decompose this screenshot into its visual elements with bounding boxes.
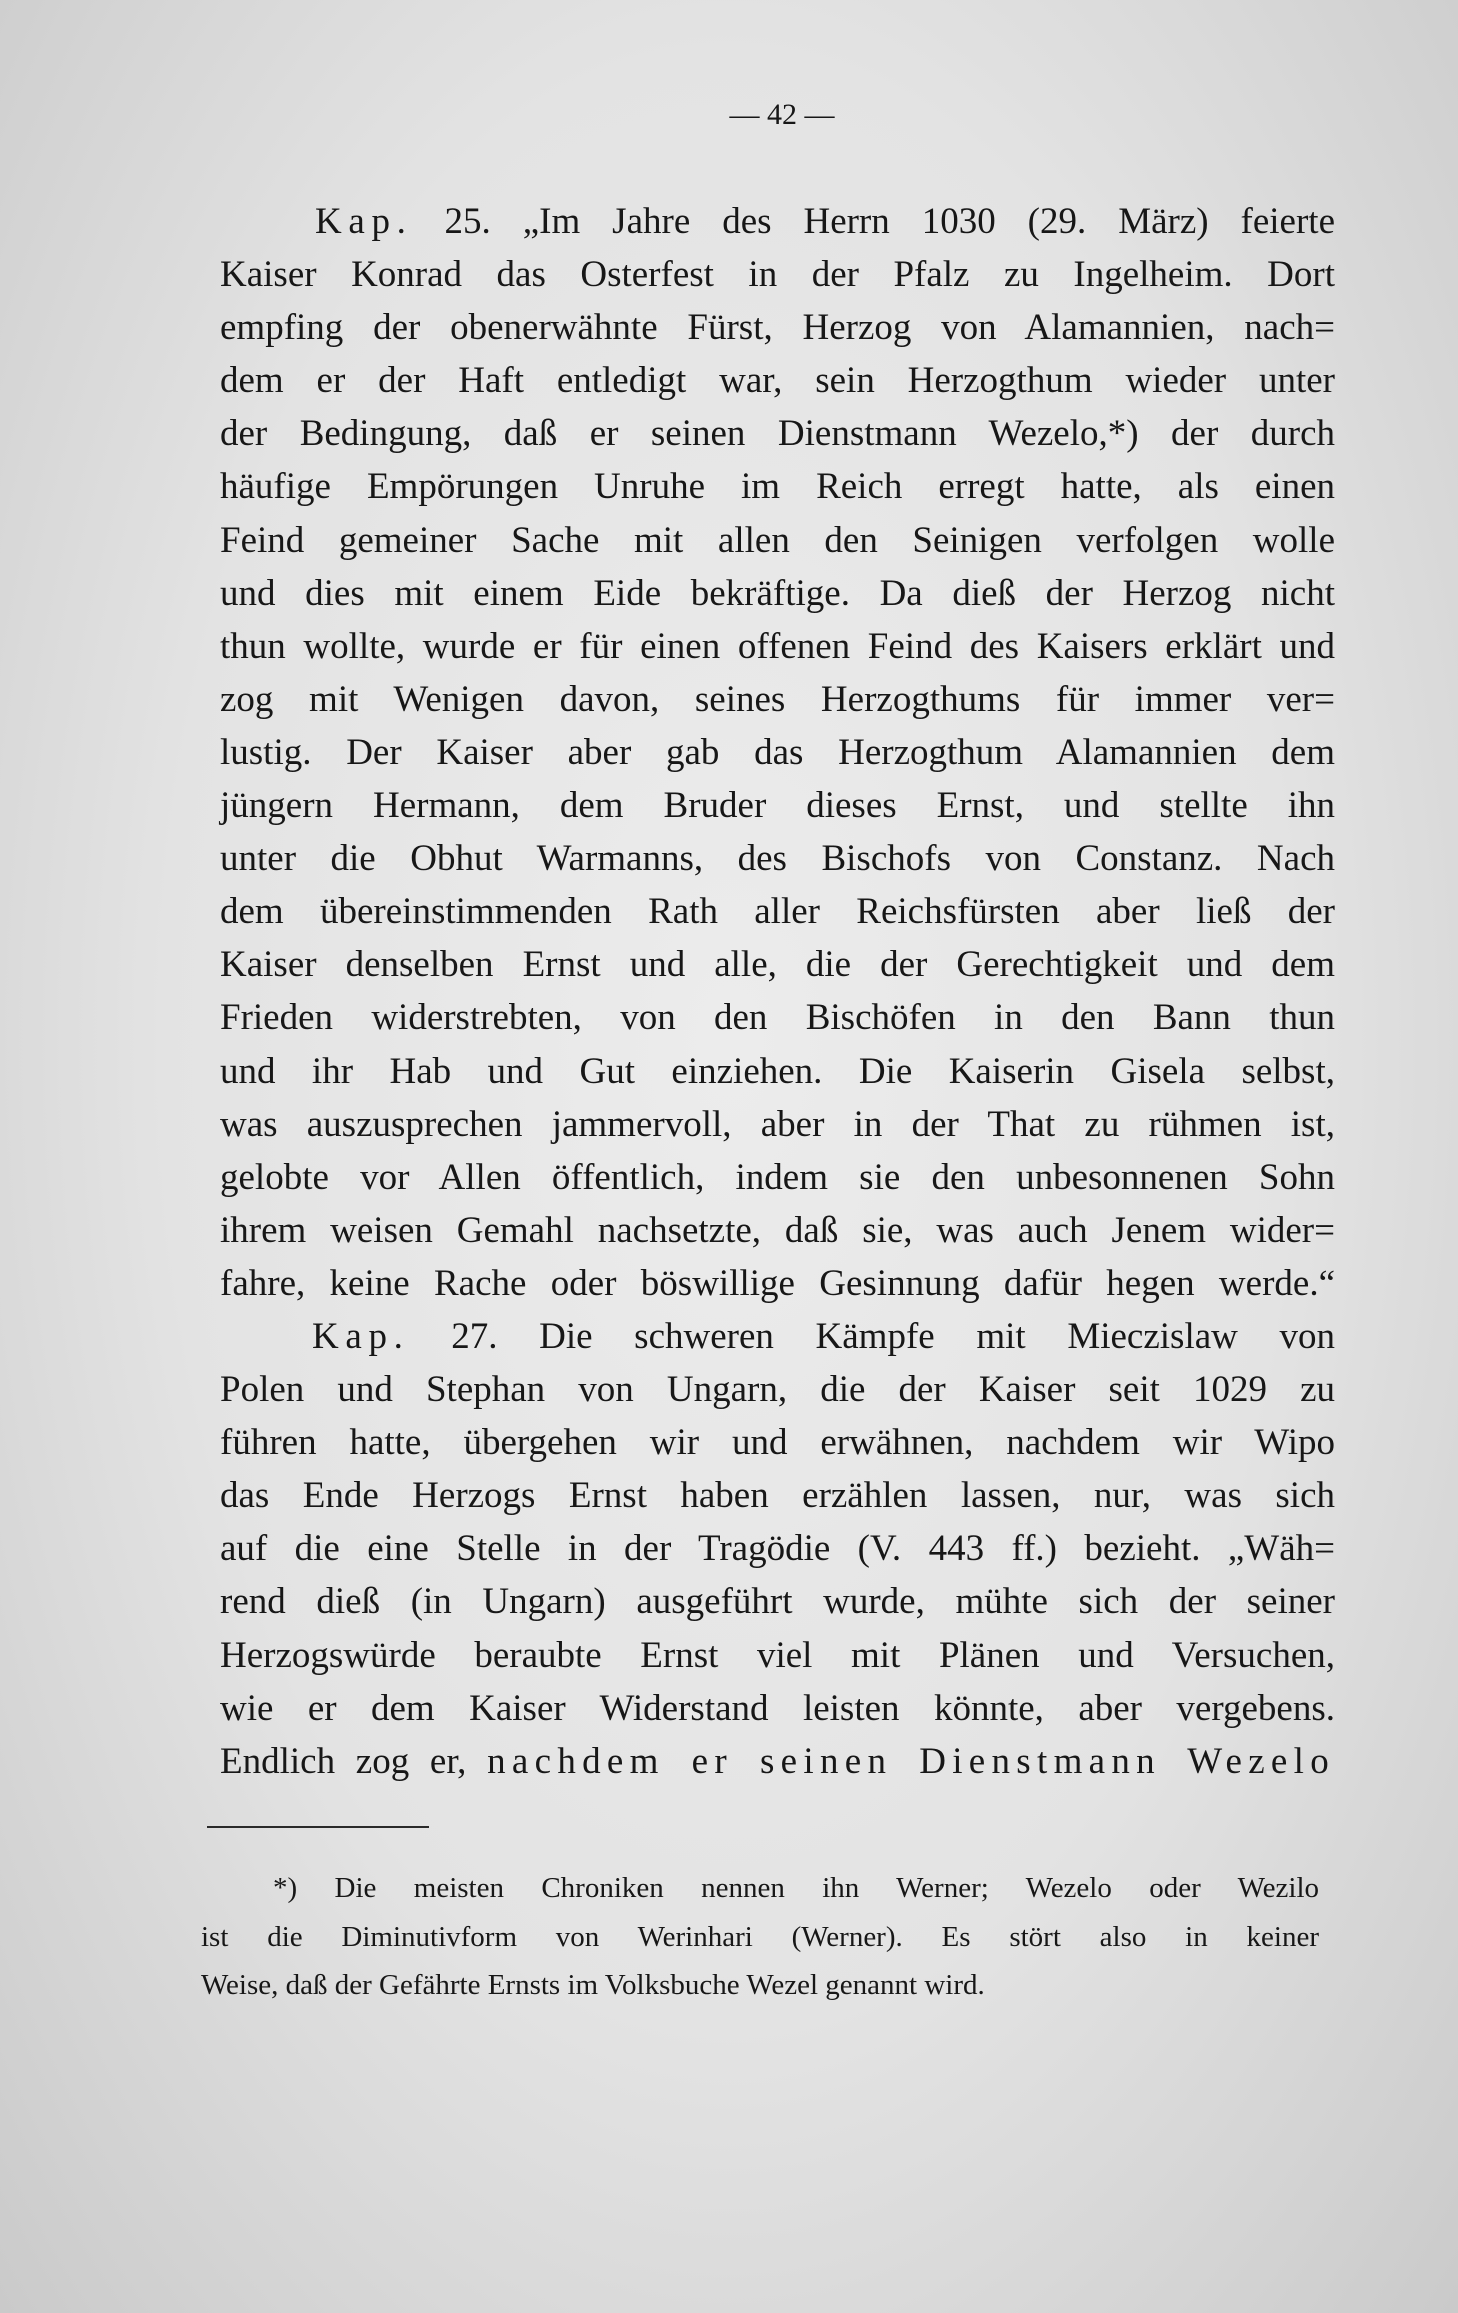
text-line: rend dieß (in Ungarn) ausgeführt wurde, mühte sich der seiner	[220, 1581, 1335, 1623]
text-line: thun wollte, wurde er für einen offenen Feind des Kaisers erklärt und	[220, 625, 1335, 667]
chapter-label: Kap.	[312, 1315, 410, 1357]
text-line: ihrem weisen Gemahl nachsetzte, daß sie, was auch Jenem wider=	[220, 1209, 1335, 1251]
text-line: und dies mit einem Eide bekräftige. Da dieß der Herzog nicht	[220, 572, 1335, 614]
footnote-line: ist die Diminutivform von Werinhari (Werner). Es stört also in keiner	[201, 1920, 1319, 1953]
text-line: Kaiser Konrad das Osterfest in der Pfalz zu Ingelheim. Dort	[220, 254, 1335, 296]
footnote-line: Weise, daß der Gefährte Ernsts im Volksbuche Wezel genannt wird.	[201, 1969, 985, 2001]
page-number: — 42 —	[729, 98, 835, 131]
text-line: gelobte vor Allen öffentlich, indem sie den unbesonnenen Sohn	[220, 1156, 1335, 1198]
text-line: Feind gemeiner Sache mit allen den Seinigen verfolgen wolle	[220, 519, 1335, 561]
footnote-marker: *)	[273, 1872, 298, 1904]
text-line: Frieden widerstrebten, von den Bischöfen in den Bann thun	[220, 997, 1335, 1039]
text-line: führen hatte, übergehen wir und erwähnen, nachdem wir Wipo	[220, 1422, 1335, 1464]
text-line: und ihr Hab und Gut einziehen. Die Kaiserin Gisela selbst,	[220, 1050, 1335, 1092]
text-line: der Bedingung, daß er seinen Dienstmann Wezelo,*) der durch	[220, 413, 1335, 455]
text-line: Herzogswürde beraubte Ernst viel mit Plänen und Versuchen,	[220, 1634, 1335, 1676]
text-line: häufige Empörungen Unruhe im Reich erregt hatte, als einen	[220, 466, 1335, 508]
text-line: Kaiser denselben Ernst und alle, die der Gerechtigkeit und dem	[220, 944, 1335, 986]
text-line: wie er dem Kaiser Widerstand leisten könnte, aber vergebens.	[220, 1687, 1335, 1729]
text-line: das Ende Herzogs Ernst haben erzählen lassen, nur, was sich	[220, 1475, 1335, 1517]
text-line	[220, 195, 1335, 248]
footnote	[201, 1864, 1319, 2010]
text-line: empfing der obenerwähnte Fürst, Herzog von Alamannien, nach=	[220, 307, 1335, 349]
main-text	[220, 195, 1335, 1788]
chapter-label: Kap.	[315, 201, 413, 242]
text-line: was auszusprechen jammervoll, aber in der That zu rühmen ist,	[220, 1103, 1335, 1145]
footnote-divider	[207, 1826, 429, 1828]
text-line: auf die eine Stelle in der Tragödie (V. 443 ff.) bezieht. „Wäh=	[220, 1528, 1335, 1570]
text-line	[220, 1310, 1335, 1363]
line-text: Endlich zog er,	[220, 1740, 467, 1782]
line-text: 27. Die schweren Kämpfe mit Mieczislaw von	[451, 1315, 1336, 1357]
footnote-line	[201, 1864, 1319, 1913]
text-line: jüngern Hermann, dem Bruder dieses Ernst, und stellte ihn	[220, 785, 1335, 827]
text-line: dem er der Haft entledigt war, sein Herzogthum wieder unter	[220, 360, 1335, 402]
line-text: 25. „Im Jahre des Herrn 1030 (29. März) feierte	[444, 201, 1335, 242]
text-line	[220, 1735, 1335, 1788]
text-line: dem übereinstimmenden Rath aller Reichsfürsten aber ließ der	[220, 891, 1335, 933]
text-line: zog mit Wenigen davon, seines Herzogthums für immer ver=	[220, 678, 1335, 720]
footnote-text: Die meisten Chroniken nennen ihn Werner; Wezelo oder Wezilo	[334, 1872, 1319, 1904]
text-line: Polen und Stephan von Ungarn, die der Kaiser seit 1029 zu	[220, 1369, 1335, 1411]
spaced-emphasis-text: nachdem er seinen Dienstmann Wezelo	[487, 1740, 1335, 1782]
text-line: unter die Obhut Warmanns, des Bischofs von Constanz. Nach	[220, 838, 1335, 880]
text-line: lustig. Der Kaiser aber gab das Herzogthum Alamannien dem	[220, 731, 1335, 773]
text-line: fahre, keine Rache oder böswillige Gesinnung dafür hegen werde.“	[220, 1262, 1335, 1304]
